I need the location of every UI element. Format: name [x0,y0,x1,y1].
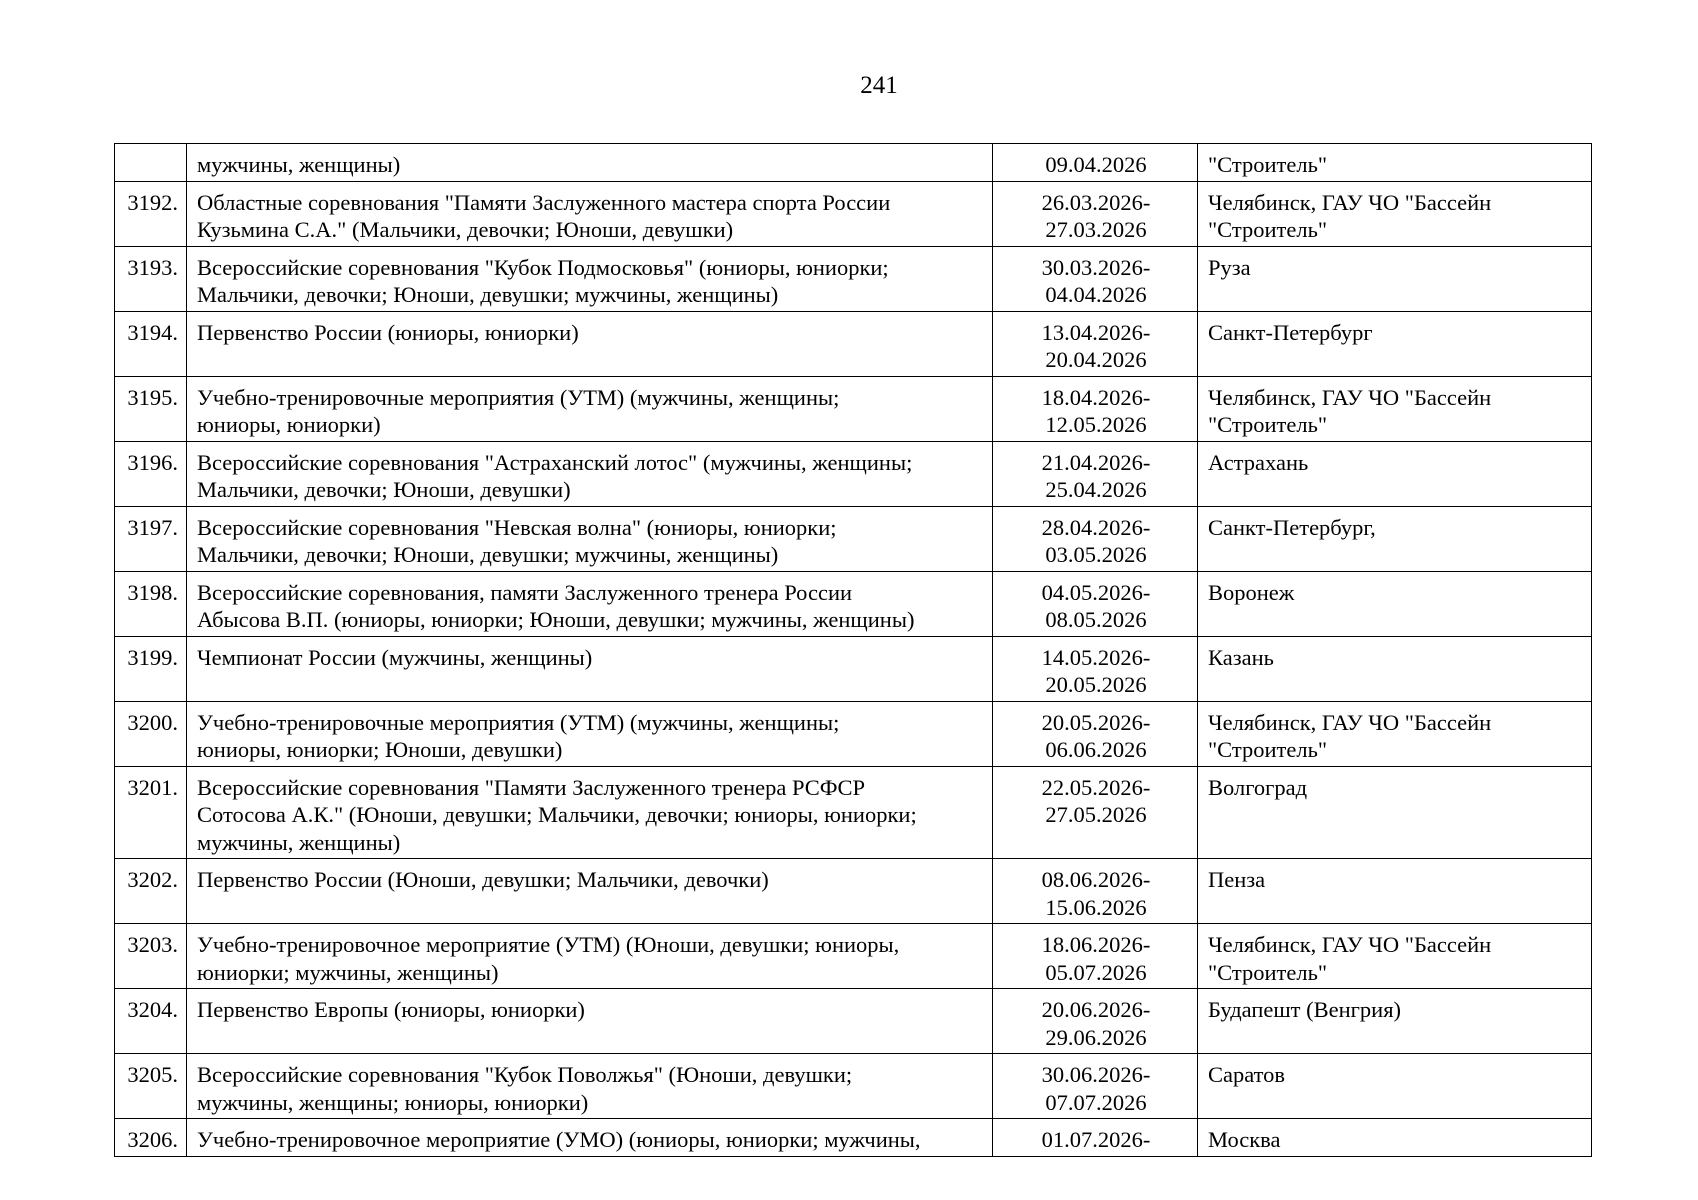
event-name-line: Первенство Европы (юниоры, юниорки) [197,997,585,1022]
event-place-cell [1198,989,1592,1054]
event-dates-line: 04.05.2026- [1041,579,1151,605]
event-dates-cell [993,144,1198,182]
event-dates-line: 25.04.2026 [1045,477,1147,502]
table-row [115,1054,1592,1119]
row-number-cell: 3194. [115,311,187,376]
event-place-line: "Строитель" [1208,959,1328,985]
event-dates-cell [993,1054,1198,1119]
event-place-line: Волгоград [1208,774,1308,800]
table-row [115,766,1592,859]
table-row [115,181,1592,246]
event-name-cell [187,1119,993,1157]
row-number-cell: 3205. [115,1054,187,1119]
event-place-cell [1198,924,1592,989]
event-name-cell [187,246,993,311]
table-row [115,506,1592,571]
event-place-line: Санкт-Петербург [1208,319,1373,345]
event-place-cell [1198,571,1592,636]
event-name-line: Учебно-тренировочные мероприятия (УТМ) (мужчины, женщины; [197,709,840,735]
table-row [115,636,1592,701]
event-dates-cell [993,311,1198,376]
event-place-cell [1198,144,1592,182]
event-name-line: Мальчики, девочки; Юноши, девушки; мужчины, женщины) [197,542,779,567]
event-name-cell [187,506,993,571]
event-name-cell [187,1054,993,1119]
event-dates-cell [993,441,1198,506]
event-name-line: мужчины, женщины; юниоры, юниорки) [197,1089,589,1115]
event-name-line: Мальчики, девочки; Юноши, девушки) [197,477,571,502]
event-dates-cell [993,181,1198,246]
event-dates-line: 12.05.2026 [1045,412,1147,437]
table-row [115,924,1592,989]
event-name-line: Первенство России (Юноши, девушки; Мальчики, девочки) [197,867,769,892]
event-name-line: Всероссийские соревнования "Астраханский лотос" (мужчины, женщины; [197,449,913,475]
table-row [115,441,1592,506]
table-row [115,376,1592,441]
event-name-line: Абысова В.П. (юниоры, юниорки; Юноши, девушки; мужчины, женщины) [197,607,915,632]
event-dates-line: 21.04.2026- [1041,449,1151,475]
event-dates-cell [993,766,1198,859]
event-dates-line: 20.06.2026- [1041,997,1151,1022]
event-place-line: Астрахань [1208,449,1309,475]
event-name-line: юниоры, юниорки) [197,412,381,437]
event-place-cell [1198,1119,1592,1157]
event-name-line: Кузьмина С.А." (Мальчики, девочки; Юноши, девушки) [197,217,734,242]
row-number-cell: 3196. [115,441,187,506]
event-dates-cell [993,571,1198,636]
event-name-cell [187,571,993,636]
event-dates-line: 18.06.2026- [1041,932,1151,957]
event-dates-cell [993,859,1198,924]
row-number-cell [115,144,187,182]
event-place-cell [1198,506,1592,571]
event-place-line: Москва [1208,1127,1281,1152]
event-dates-line: 07.07.2026 [1045,1089,1147,1115]
row-number-cell: 3195. [115,376,187,441]
event-name-line: Учебно-тренировочные мероприятия (УТМ) (мужчины, женщины; [197,384,840,410]
event-dates-cell [993,1119,1198,1157]
event-name-line: Всероссийские соревнования "Кубок Подмосковья" (юниоры, юниорки; [197,254,889,280]
page-number: 241 [860,72,898,99]
event-place-cell [1198,376,1592,441]
event-name-cell [187,701,993,766]
event-place-cell [1198,246,1592,311]
row-number-cell: 3200. [115,701,187,766]
event-name-cell [187,766,993,859]
event-dates-line: 09.04.2026 [1045,152,1147,177]
event-dates-cell [993,506,1198,571]
table-row [115,701,1592,766]
table-row [115,859,1592,924]
event-name-line: Всероссийские соревнования "Кубок Поволжья" (Юноши, девушки; [197,1062,853,1087]
event-dates-line: 28.04.2026- [1041,514,1151,540]
event-dates-line: 26.03.2026- [1041,189,1151,215]
event-dates-cell [993,246,1198,311]
event-dates-line: 14.05.2026- [1041,644,1151,670]
event-name-cell [187,311,993,376]
table-row [115,311,1592,376]
event-place-cell [1198,636,1592,701]
event-place-line: Казань [1208,644,1274,670]
event-dates-line: 30.06.2026- [1041,1062,1151,1087]
event-name-line: Мальчики, девочки; Юноши, девушки; мужчины, женщины) [197,282,779,307]
event-dates-line: 03.05.2026 [1045,542,1147,567]
event-dates-line: 20.05.2026- [1041,709,1151,735]
event-place-cell [1198,859,1592,924]
events-table-body [115,144,1592,1157]
event-place-cell [1198,701,1592,766]
event-dates-line: 18.04.2026- [1041,384,1151,410]
event-place-cell [1198,181,1592,246]
event-dates-line: 08.06.2026- [1041,867,1151,892]
event-name-cell [187,144,993,182]
table-row [115,144,1592,182]
event-dates-line: 29.06.2026 [1045,1024,1147,1050]
event-dates-cell [993,636,1198,701]
event-dates-cell [993,924,1198,989]
table-row [115,571,1592,636]
event-dates-line: 20.04.2026 [1045,347,1147,372]
row-number-cell: 3204. [115,989,187,1054]
event-name-line: Всероссийские соревнования "Невская волна" (юниоры, юниорки; [197,514,837,540]
event-name-line: юниоры, юниорки; Юноши, девушки) [197,737,563,762]
event-place-line: Санкт-Петербург, [1208,514,1376,540]
event-name-cell [187,859,993,924]
event-place-line: "Строитель" [1208,217,1328,242]
event-dates-line: 30.03.2026- [1041,254,1151,280]
event-name-line: Первенство России (юниоры, юниорки) [197,319,579,345]
event-name-line: Всероссийские соревнования "Памяти Заслуженного тренера РСФСР [197,774,866,800]
event-place-cell [1198,441,1592,506]
event-name-line: Областные соревнования "Памяти Заслуженного мастера спорта России [197,189,891,215]
row-number-cell: 3197. [115,506,187,571]
event-name-cell [187,441,993,506]
table-row [115,989,1592,1054]
event-name-cell [187,924,993,989]
event-place-line: "Строитель" [1208,412,1328,437]
row-number-cell: 3201. [115,766,187,859]
event-place-cell [1198,766,1592,859]
event-name-line: мужчины, женщины) [197,829,401,855]
event-place-cell [1198,1054,1592,1119]
row-number-cell: 3202. [115,859,187,924]
row-number-cell: 3203. [115,924,187,989]
event-place-line: Челябинск, ГАУ ЧО "Бассейн [1208,932,1492,957]
event-dates-line: 20.05.2026 [1045,672,1147,697]
event-dates-line: 13.04.2026- [1041,319,1151,345]
event-place-line: "Строитель" [1208,152,1328,177]
event-name-cell [187,181,993,246]
event-dates-cell [993,701,1198,766]
row-number-cell: 3198. [115,571,187,636]
event-dates-line: 15.06.2026 [1045,894,1147,920]
table-row [115,246,1592,311]
events-table [114,143,1592,1157]
event-dates-line: 04.04.2026 [1045,282,1147,307]
row-number-cell: 3192. [115,181,187,246]
event-name-line: юниорки; мужчины, женщины) [197,959,499,985]
event-place-line: Руза [1208,254,1251,280]
event-dates-line: 06.06.2026 [1045,737,1147,762]
event-name-cell [187,636,993,701]
event-dates-line: 22.05.2026- [1041,774,1151,800]
table-row [115,1119,1592,1157]
event-place-line: Будапешт (Венгрия) [1208,997,1402,1022]
event-dates-line: 27.05.2026 [1045,802,1147,827]
row-number-cell: 3199. [115,636,187,701]
event-place-cell [1198,311,1592,376]
event-dates-cell [993,989,1198,1054]
row-number-cell: 3193. [115,246,187,311]
event-place-line: Челябинск, ГАУ ЧО "Бассейн [1208,189,1492,215]
event-dates-line: 01.07.2026- [1041,1127,1151,1152]
event-place-line: Воронеж [1208,579,1295,605]
event-place-line: Пенза [1208,867,1266,892]
event-name-line: Учебно-тренировочное мероприятие (УТМ) (Юноши, девушки; юниоры, [197,932,900,957]
event-place-line: Челябинск, ГАУ ЧО "Бассейн [1208,709,1492,735]
event-name-cell [187,989,993,1054]
row-number-cell: 3206. [115,1119,187,1157]
event-dates-line: 27.03.2026 [1045,217,1147,242]
event-place-line: "Строитель" [1208,737,1328,762]
event-name-line: мужчины, женщины) [197,152,401,177]
event-name-line: Учебно-тренировочное мероприятие (УМО) (юниоры, юниорки; мужчины, [197,1127,921,1152]
event-dates-line: 08.05.2026 [1045,607,1147,632]
event-dates-line: 05.07.2026 [1045,959,1147,985]
event-name-line: Чемпионат России (мужчины, женщины) [197,644,593,670]
event-place-line: Саратов [1208,1062,1286,1087]
event-name-line: Всероссийские соревнования, памяти Заслуженного тренера России [197,579,853,605]
event-place-line: Челябинск, ГАУ ЧО "Бассейн [1208,384,1492,410]
event-name-cell [187,376,993,441]
event-name-line: Сотосова А.К." (Юноши, девушки; Мальчики, девочки; юниоры, юниорки; [197,802,917,827]
event-dates-cell [993,376,1198,441]
